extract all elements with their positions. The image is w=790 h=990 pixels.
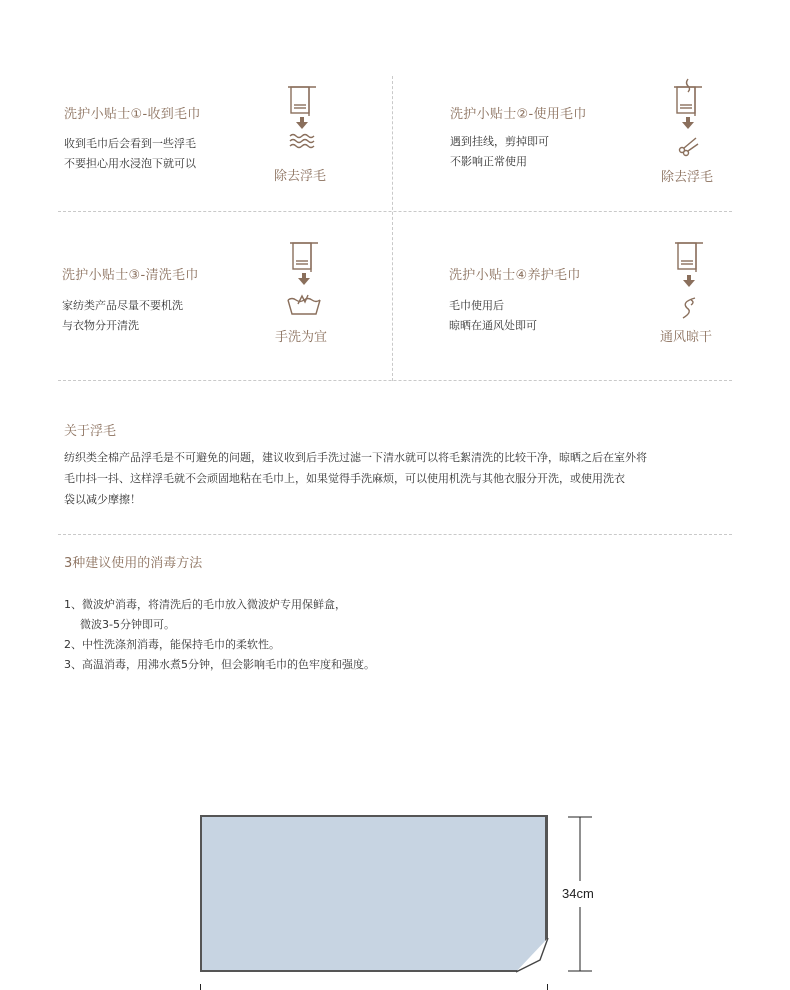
- grid-divider-horizontal: [58, 211, 732, 212]
- tip-caption: 手洗为宜: [275, 330, 328, 345]
- height-dimension-label: 34cm: [562, 886, 594, 901]
- grid-divider-vertical: [392, 76, 393, 381]
- tip-body: 遇到挂线，剪掉即可 不影响正常使用: [450, 135, 549, 168]
- list-item: 2、中性洗涤剂消毒，能保持毛巾的柔软性。: [64, 638, 280, 651]
- towel-scissors-icon: [668, 78, 708, 158]
- tip-caption: 除去浮毛: [274, 169, 327, 184]
- tip-title: 洗护小贴士③-清洗毛巾: [62, 268, 199, 283]
- width-tick-left: [200, 984, 201, 990]
- section-title: 关于浮毛: [64, 424, 117, 439]
- list-item: 1、微波炉消毒，将清洗后的毛巾放入微波炉专用保鲜盒，: [64, 598, 346, 611]
- towel-air-dry-icon: [669, 238, 709, 320]
- section-divider: [58, 534, 732, 535]
- tip-title: 洗护小贴士①-收到毛巾: [64, 107, 201, 122]
- tip-caption: 通风晾干: [660, 330, 713, 345]
- list-item: 3、高温消毒，用沸水煮5分钟，但会影响毛巾的色牢度和强度。: [64, 658, 375, 671]
- towel-water-icon: [282, 84, 322, 154]
- about-paragraph: 纺织类全棉产品浮毛是不可避免的问题，建议收到后手洗过滤一下清水就可以将毛絮清洗的比较干净，晾晒之后在室外将 毛巾抖一抖、这样浮毛就不会顽固地粘在毛巾上，如果觉得手洗麻烦，可以使用机洗与其他衣服分开洗，或使用洗衣 袋以减少摩擦！: [64, 451, 647, 506]
- disinfect-list: [64, 595, 375, 675]
- section-title: 3种建议使用的消毒方法: [64, 556, 203, 571]
- width-tick-right: [547, 984, 548, 990]
- tip-title: 洗护小贴士②-使用毛巾: [450, 107, 587, 122]
- towel-handwash-icon: [282, 238, 326, 318]
- towel-swatch: [200, 815, 548, 972]
- grid-divider-bottom: [58, 380, 732, 381]
- tip-caption: 除去浮毛: [661, 170, 714, 185]
- tip-body: 家纺类产品尽量不要机洗 与衣物分开清洗: [62, 299, 183, 332]
- tip-title: 洗护小贴士④养护毛巾: [449, 268, 581, 283]
- tip-body: 收到毛巾后会看到一些浮毛 不要担心用水浸泡下就可以: [64, 137, 196, 170]
- tip-body: 毛巾使用后 晾晒在通风处即可: [449, 299, 537, 332]
- list-item: 微波3-5分钟即可。: [80, 618, 175, 631]
- folded-corner-icon: [512, 936, 552, 976]
